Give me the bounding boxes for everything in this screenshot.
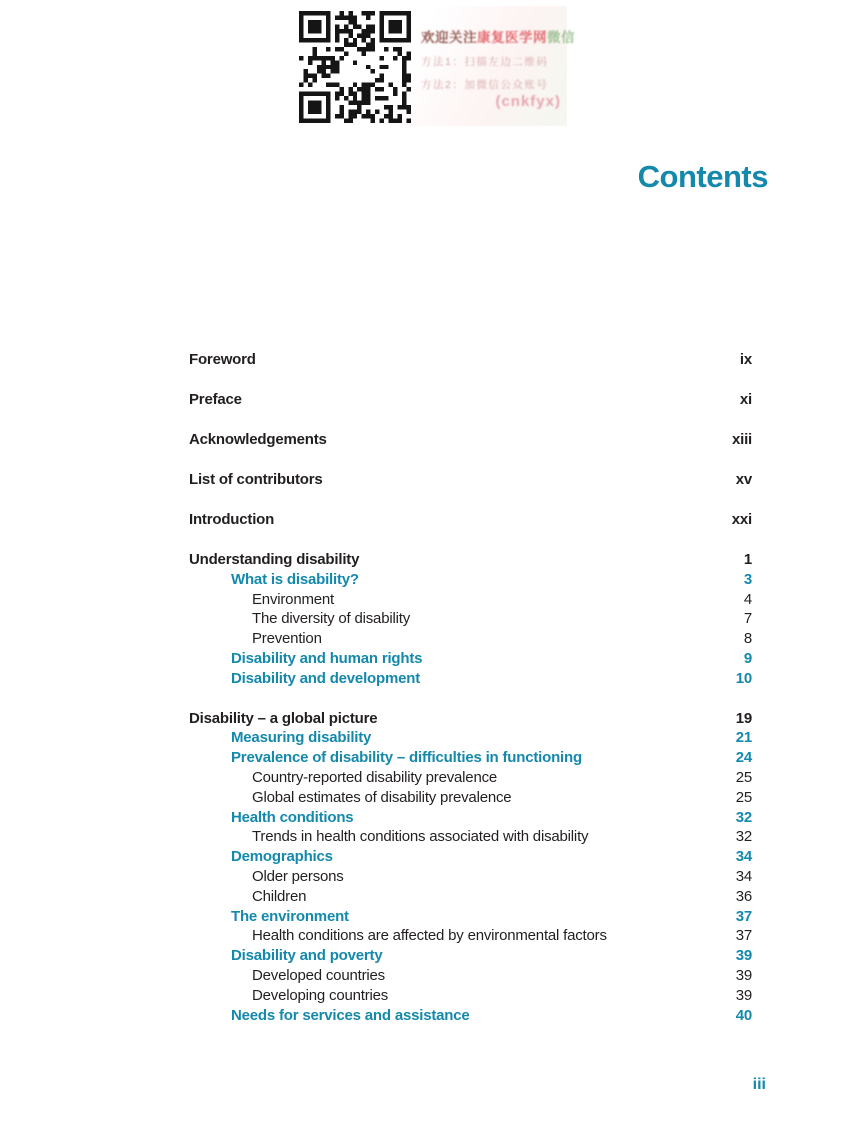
watermark-text (417, 6, 575, 126)
toc-row (189, 887, 752, 907)
toc-entry-label: Introduction (189, 510, 275, 528)
toc-entry-page: 1 (743, 550, 752, 568)
toc-entry-page: ix (739, 351, 752, 368)
watermark-line1-highlight: 康复医学网 (477, 30, 547, 45)
toc-entry-page: xv (735, 470, 752, 488)
toc-row (189, 1006, 752, 1026)
toc-row (189, 609, 752, 629)
toc-entry-label: Country-reported disability prevalence (252, 769, 498, 787)
toc-entry-label: Needs for services and assistance (231, 1006, 470, 1024)
watermark-line1-suffix: 微信 (547, 30, 575, 45)
toc-row (189, 808, 752, 828)
toc-row (189, 550, 752, 570)
toc-entry-label: Foreword (189, 351, 256, 368)
toc-row (189, 590, 752, 610)
toc-row (189, 788, 752, 808)
watermark-line1 (421, 26, 575, 46)
toc-entry-page: 25 (735, 788, 752, 806)
watermark-wechat-id: (cnkfyx) (495, 93, 561, 110)
toc-entry-page: xi (739, 390, 752, 408)
toc-entry-label: Demographics (231, 848, 333, 866)
toc-entry-label: The environment (231, 907, 349, 925)
page-title: Contents (637, 159, 768, 194)
toc-row (189, 986, 752, 1006)
toc-entry-page: 10 (735, 669, 752, 687)
toc-entry-page: 9 (743, 649, 752, 667)
toc-row (189, 847, 752, 867)
toc-entry-label: List of contributors (189, 470, 323, 488)
toc-entry-label: Disability – a global picture (189, 709, 378, 727)
toc-entry-label: Disability and human rights (231, 649, 423, 667)
toc-row (189, 470, 752, 490)
toc-entry-page: 39 (735, 986, 752, 1004)
toc-entry-label: Measuring disability (231, 729, 372, 747)
toc-entry-page: 4 (743, 590, 752, 608)
toc-entry-page: 39 (735, 967, 752, 985)
toc-row (189, 669, 752, 689)
toc-entry-label: Children (252, 887, 307, 905)
toc-entry-label: Global estimates of disability prevalence (252, 788, 512, 806)
toc-entry-page: 21 (735, 729, 752, 747)
toc-entry-label: Disability and development (231, 669, 421, 687)
toc-entry-page: xiii (731, 430, 752, 448)
watermark-line2: 方法1：扫描左边二维码 (421, 56, 549, 68)
toc-row (189, 946, 752, 966)
toc-row (189, 430, 752, 450)
toc-entry-page: xxi (731, 510, 752, 528)
toc-entry-page: 39 (735, 947, 752, 965)
toc-row (189, 827, 752, 847)
toc-entry-label: Environment (252, 590, 335, 608)
wechat-watermark (299, 6, 575, 126)
toc-entry-label: Preface (189, 390, 242, 408)
toc-entry-label: Disability and poverty (231, 947, 383, 965)
toc-entry-page: 34 (735, 868, 752, 886)
toc-row (189, 350, 752, 370)
watermark-line1-prefix: 欢迎关注 (421, 30, 477, 45)
toc-entry-page: 36 (735, 887, 752, 905)
toc-entry-page: 37 (735, 907, 752, 925)
toc-row (189, 926, 752, 946)
toc-entry-label: Prevention (252, 630, 322, 648)
toc-row (189, 907, 752, 927)
toc-row (189, 649, 752, 669)
toc-entry-label: Older persons (252, 868, 344, 886)
watermark-line3: 方法2：加微信公众账号 (421, 79, 549, 91)
toc-entry-page: 7 (743, 610, 752, 628)
toc-entry-page: 19 (735, 709, 752, 727)
toc-entry-page: 34 (735, 848, 752, 866)
toc-entry-page: 32 (735, 808, 752, 826)
toc-row (189, 709, 752, 729)
toc-entry-label: Acknowledgements (189, 430, 327, 448)
toc-entry-page: 25 (735, 769, 752, 787)
toc-entry-label: Developed countries (252, 967, 385, 985)
toc-row (189, 748, 752, 768)
toc-entry-label: Understanding disability (189, 550, 360, 568)
toc-row (189, 390, 752, 410)
qr-code-icon (299, 10, 411, 124)
page-number-footer: iii (752, 1076, 766, 1093)
toc-entry-page: 8 (743, 630, 752, 648)
toc-entry-label: Prevalence of disability – difficulties in functioning (231, 749, 582, 767)
toc-entry-label: What is disability? (231, 570, 359, 588)
toc-entry-label: Health conditions (231, 808, 354, 826)
toc-entry-page: 40 (735, 1006, 752, 1024)
toc-entry-label: Developing countries (252, 986, 389, 1004)
toc-entry-page: 24 (735, 749, 752, 767)
toc-row (189, 768, 752, 788)
toc-entry-page: 3 (743, 570, 752, 588)
toc-row (189, 966, 752, 986)
toc-row (189, 570, 752, 590)
toc-entry-label: Health conditions are affected by environmental factors (252, 927, 607, 945)
toc-entry-label: Trends in health conditions associated with disability (252, 828, 589, 846)
toc-entry-page: 32 (735, 828, 752, 846)
toc-entry-label: The diversity of disability (252, 610, 410, 628)
toc-entry-page: 37 (735, 927, 752, 945)
toc-row (189, 510, 752, 530)
toc-row (189, 867, 752, 887)
toc-row (189, 629, 752, 649)
table-of-contents (189, 350, 752, 1025)
toc-row (189, 728, 752, 748)
